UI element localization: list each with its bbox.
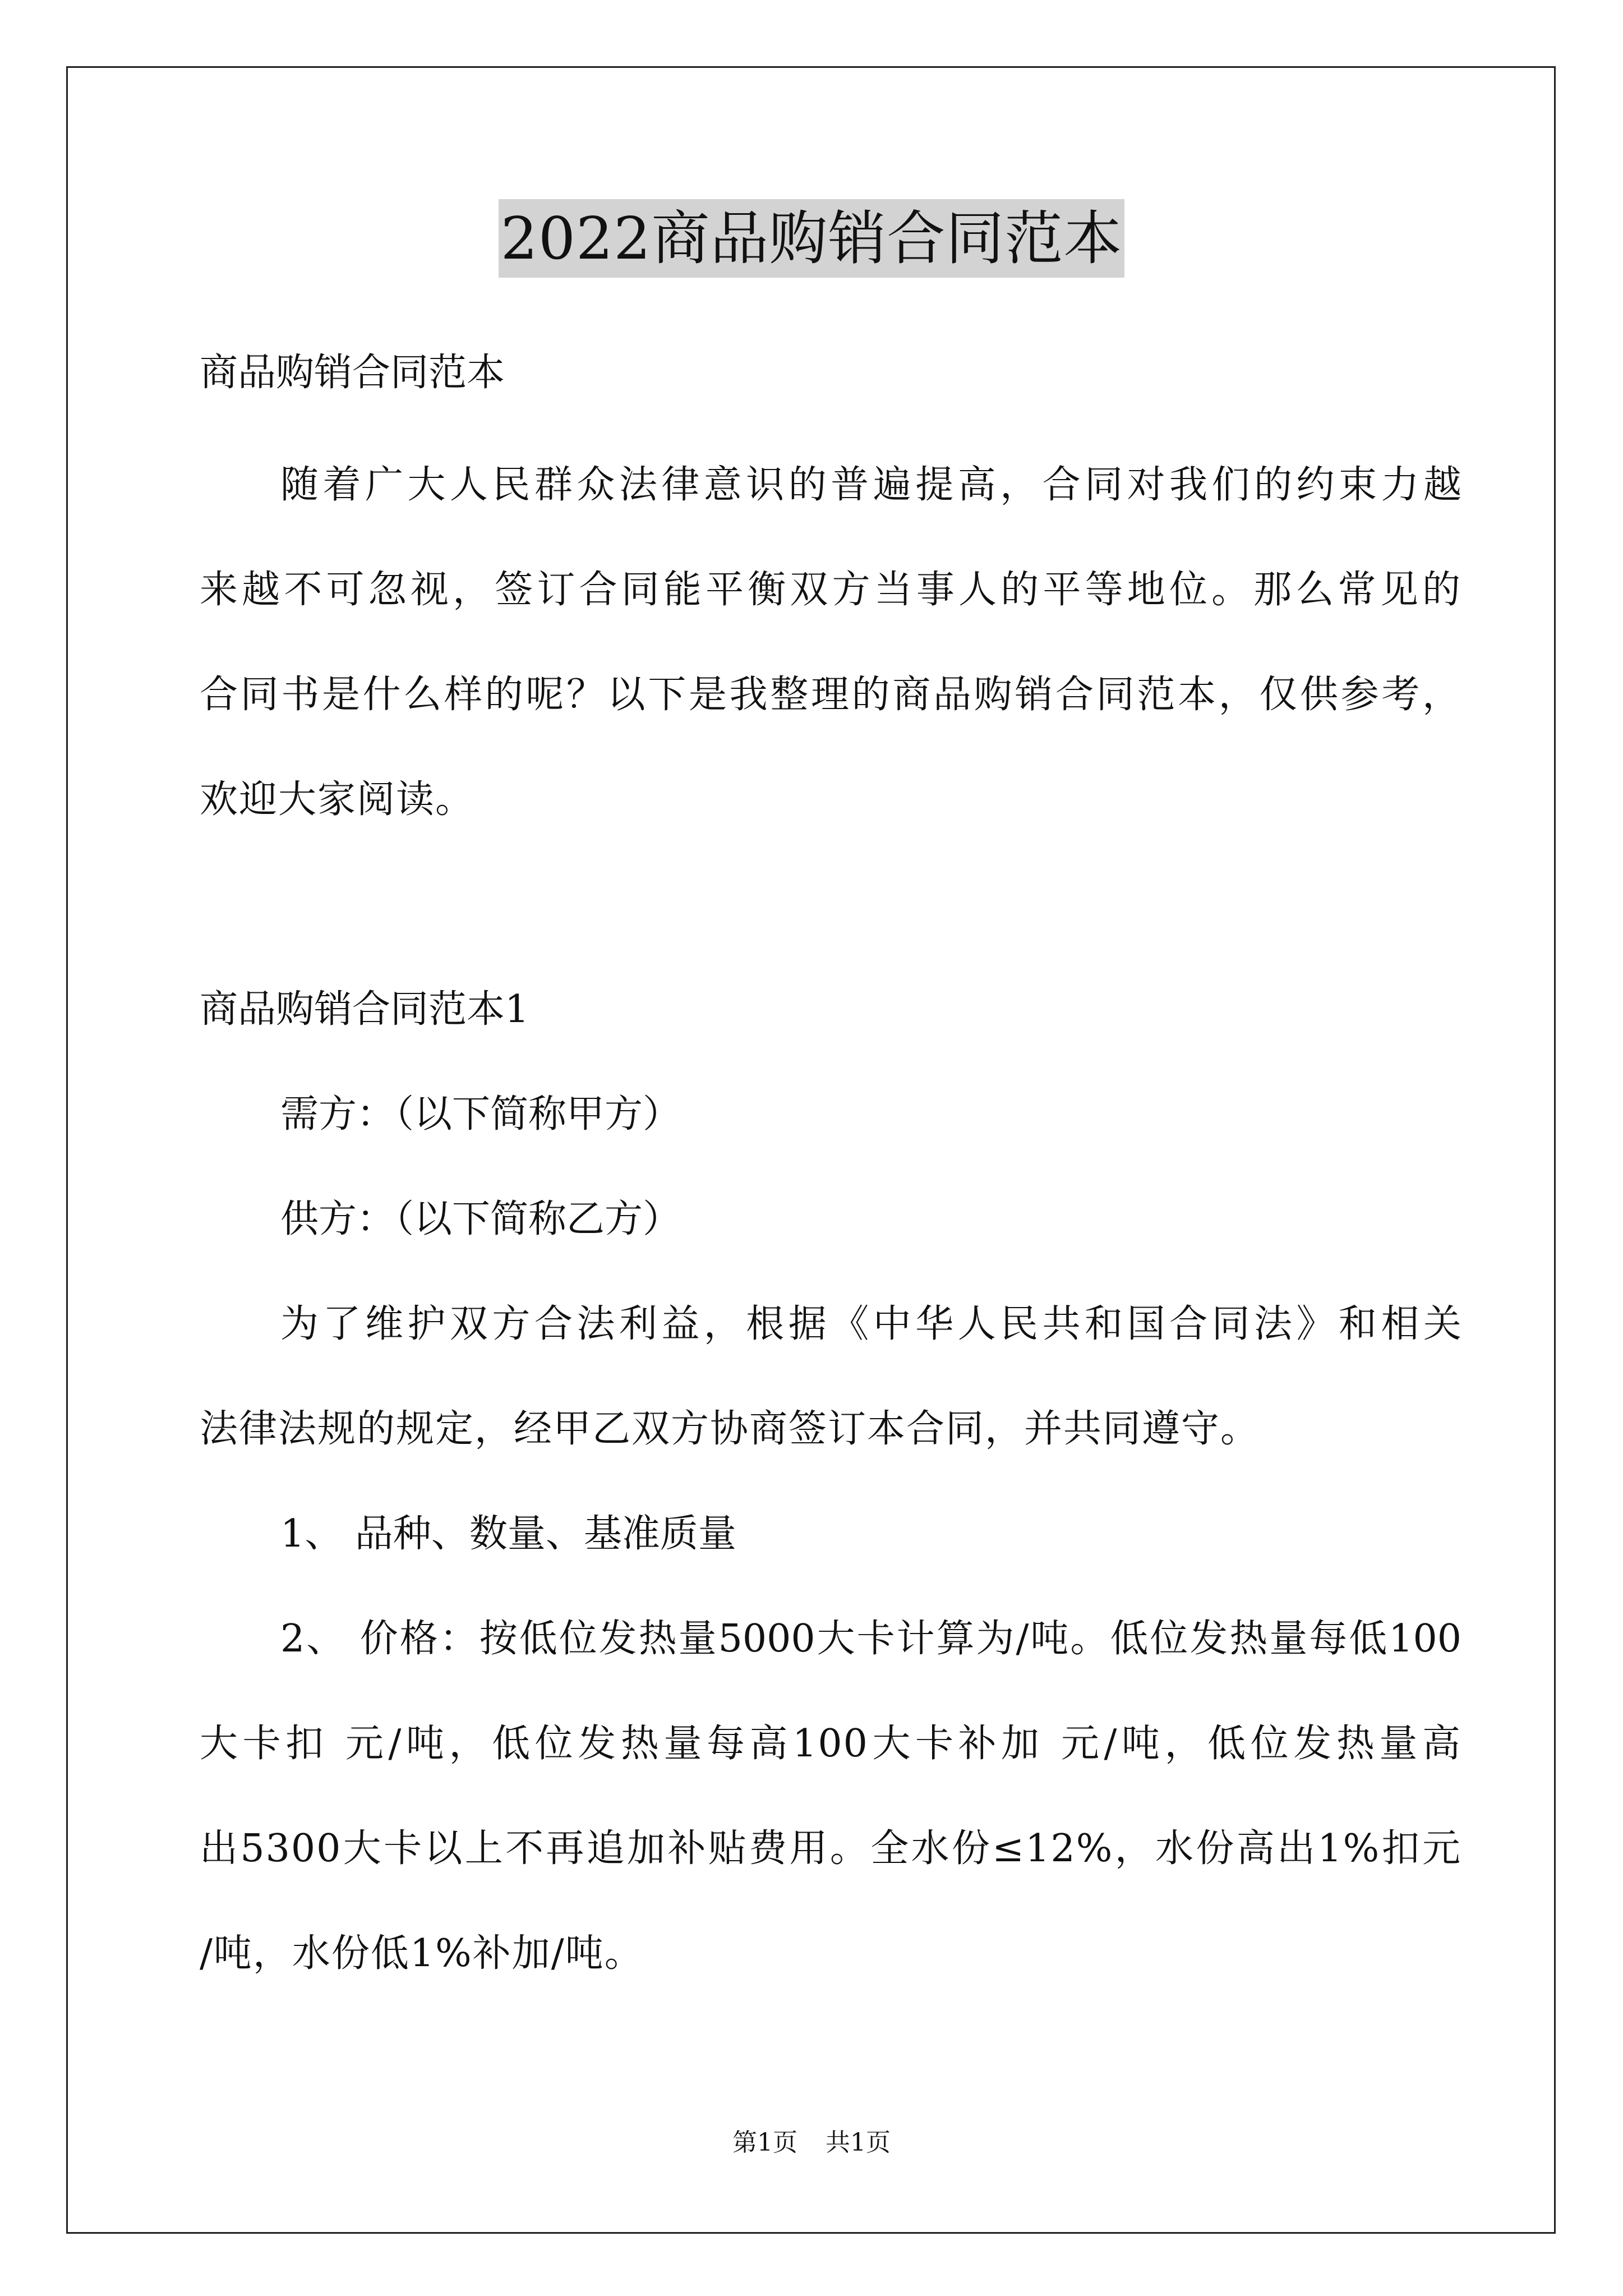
clause-2-line-3: 出5300大卡以上不再追加补贴费用。全水份≤12%，水份高出1%扣元 [200,1826,1461,1871]
clause-2-line-1: 2、 价格：按低位发热量5000大卡计算为/吨。低位发热量每低100 [280,1617,1461,1661]
seller-line: 供方：（以下简称乙方） [280,1197,681,1241]
section-heading: 商品购销合同范本1 [200,987,529,1032]
page-footer [0,2126,1623,2160]
document-subtitle: 商品购销合同范本 [200,351,505,395]
clause-2-line-4: /吨，水份低1%补加/吨。 [200,1931,644,1976]
intro-line-3: 合同书是什么样的呢？以下是我整理的商品购销合同范本，仅供参考， [200,673,1461,717]
purpose-line-1: 为了维护双方合法利益，根据《中华人民共和国合同法》和相关 [280,1302,1461,1346]
intro-line-2: 来越不可忽视，签订合同能平衡双方当事人的平等地位。那么常见的 [200,568,1461,612]
title-container [0,199,1623,278]
clause-1: 1、 品种、数量、基准质量 [280,1512,736,1556]
intro-line-1: 随着广大人民群众法律意识的普遍提高，合同对我们的约束力越 [280,463,1461,507]
document-title: 2022商品购销合同范本 [499,199,1125,278]
page-number: 第1页 [732,2128,797,2157]
purpose-line-2: 法律法规的规定，经甲乙双方协商签订本合同，并共同遵守。 [200,1407,1260,1451]
page-total: 共1页 [826,2128,891,2157]
buyer-line: 需方：（以下简称甲方） [280,1092,681,1137]
clause-2-line-2: 大卡扣 元/吨，低位发热量每高100大卡补加 元/吨，低位发热量高 [200,1722,1461,1766]
intro-line-4: 欢迎大家阅读。 [200,777,475,822]
